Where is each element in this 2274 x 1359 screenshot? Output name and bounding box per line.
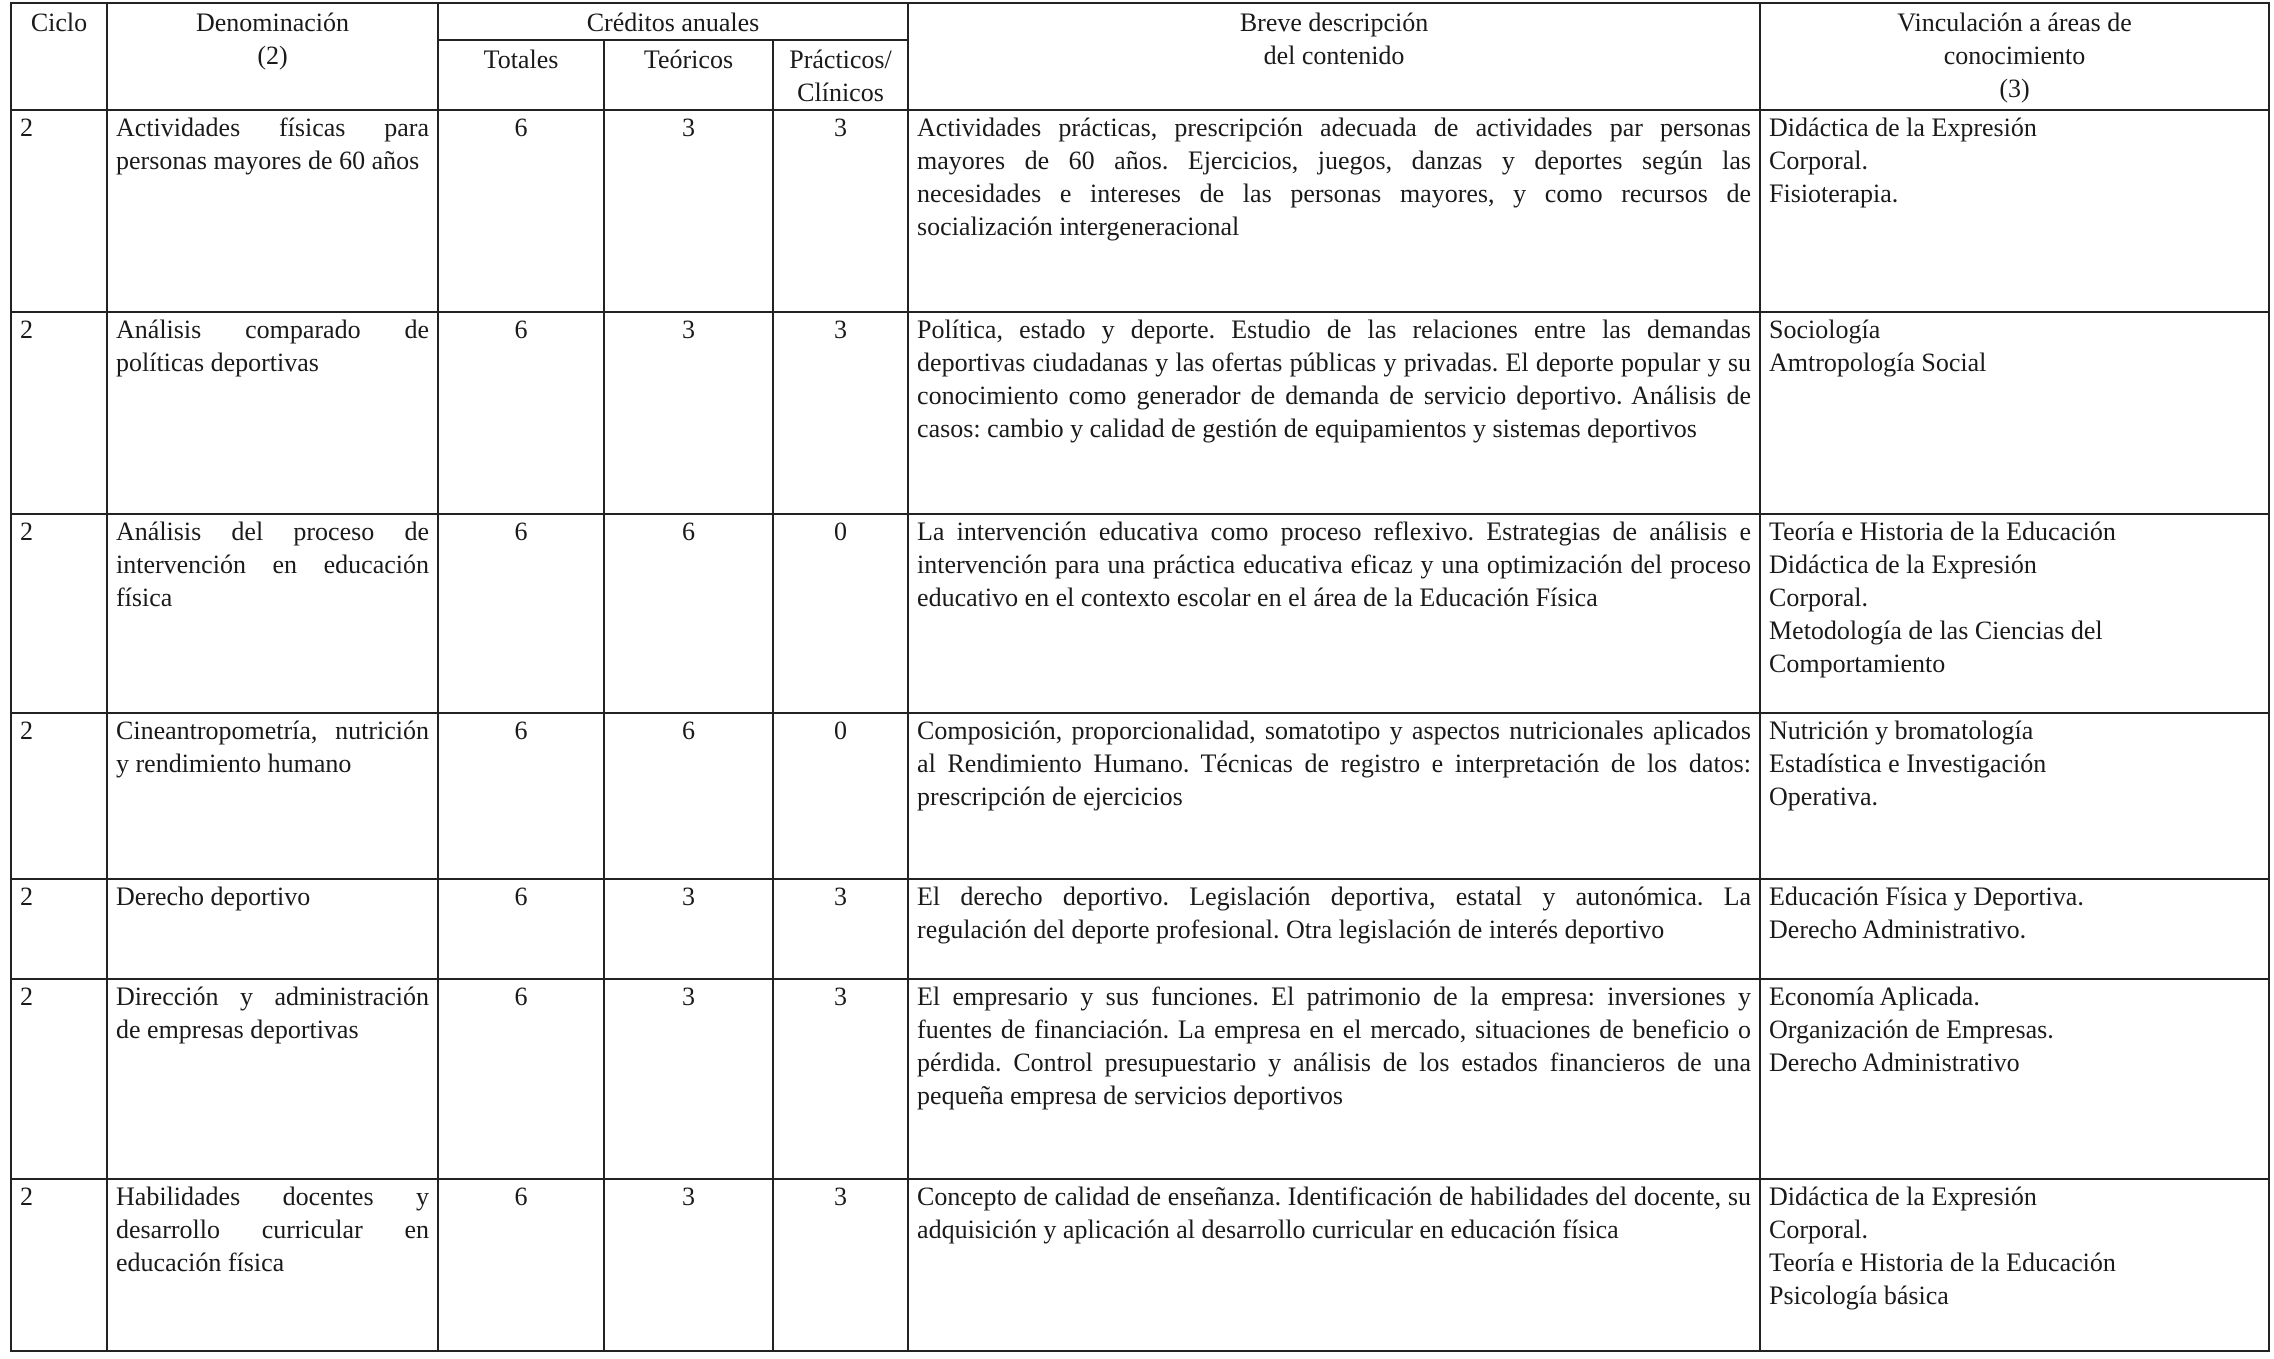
cell-denominacion: Actividades físicas para personas mayores de 60 años [107,110,438,312]
cell-totales: 6 [438,979,604,1179]
cell-practicos: 0 [773,713,908,879]
cell-teoricos: 3 [604,979,773,1179]
cell-teoricos: 6 [604,713,773,879]
cell-vinculacion: Sociología Amtropología Social [1760,312,2269,514]
table-row [11,312,2269,514]
cell-descripcion: El derecho deportivo. Legislación deportiva, estatal y autonómica. La regulación del deporte profesional. Otra legislación de interés deportivo [908,879,1760,979]
cell-totales: 6 [438,1179,604,1351]
cell-denominacion: Derecho deportivo [107,879,438,979]
table-row [11,979,2269,1179]
cell-ciclo: 2 [11,979,107,1179]
cell-ciclo: 2 [11,1179,107,1351]
cell-denominacion: Análisis comparado de políticas deportivas [107,312,438,514]
cell-totales: 6 [438,514,604,713]
cell-practicos: 0 [773,514,908,713]
cell-practicos: 3 [773,979,908,1179]
cell-denominacion: Dirección y administración de empresas deportivas [107,979,438,1179]
table-row [11,514,2269,713]
header-totales: Totales [438,40,604,110]
cell-teoricos: 3 [604,110,773,312]
cell-descripcion: Composición, proporcionalidad, somatotipo y aspectos nutricionales aplicados al Rendimiento Humano. Técnicas de registro e interpretación de los datos: prescripción de ejercicios [908,713,1760,879]
header-vinculacion: Vinculación a áreas de conocimiento (3) [1760,3,2269,110]
cell-descripcion: Política, estado y deporte. Estudio de las relaciones entre las demandas deportivas ciudadanas y las ofertas públicas y privadas. El deporte popular y su conocimiento como generador de demanda de servicio deportivo. Análisis de casos: cambio y calidad de gestión de equipamientos y sistemas deportivos [908,312,1760,514]
cell-ciclo: 2 [11,879,107,979]
cell-ciclo: 2 [11,110,107,312]
cell-vinculacion: Educación Física y Deportiva. Derecho Administrativo. [1760,879,2269,979]
cell-denominacion: Habilidades docentes y desarrollo curricular en educación física [107,1179,438,1351]
cell-totales: 6 [438,312,604,514]
header-ciclo: Ciclo [11,3,107,110]
table-header-row [11,3,2269,40]
cell-descripcion: La intervención educativa como proceso reflexivo. Estrategias de análisis e intervención para una práctica educativa eficaz y una optimización del proceso educativo en el contexto escolar en el área de la Educación Física [908,514,1760,713]
cell-teoricos: 3 [604,312,773,514]
cell-totales: 6 [438,879,604,979]
subjects-table [10,2,2270,1352]
table-row [11,713,2269,879]
cell-teoricos: 3 [604,1179,773,1351]
cell-teoricos: 6 [604,514,773,713]
cell-practicos: 3 [773,879,908,979]
table-row [11,110,2269,312]
cell-totales: 6 [438,713,604,879]
cell-vinculacion: Nutrición y bromatología Estadística e Investigación Operativa. [1760,713,2269,879]
cell-teoricos: 3 [604,879,773,979]
cell-practicos: 3 [773,312,908,514]
cell-vinculacion: Teoría e Historia de la Educación Didáctica de la Expresión Corporal. Metodología de las Ciencias del Comportamiento [1760,514,2269,713]
header-practicos: Prácticos/ Clínicos [773,40,908,110]
header-teoricos: Teóricos [604,40,773,110]
table-row [11,1179,2269,1351]
cell-descripcion: El empresario y sus funciones. El patrimonio de la empresa: inversiones y fuentes de financiación. La empresa en el mercado, situaciones de beneficio o pérdida. Control presupuestario y análisis de los estados financieros de una pequeña empresa de servicios deportivos [908,979,1760,1179]
cell-denominacion: Cineantropometría, nutrición y rendimiento humano [107,713,438,879]
cell-descripcion: Concepto de calidad de enseñanza. Identificación de habilidades del docente, su adquisición y aplicación al desarrollo curricular en educación física [908,1179,1760,1351]
cell-ciclo: 2 [11,514,107,713]
cell-vinculacion: Economía Aplicada. Organización de Empresas. Derecho Administrativo [1760,979,2269,1179]
cell-totales: 6 [438,110,604,312]
cell-practicos: 3 [773,110,908,312]
table-row [11,879,2269,979]
cell-vinculacion: Didáctica de la Expresión Corporal. Fisioterapia. [1760,110,2269,312]
cell-vinculacion: Didáctica de la Expresión Corporal. Teoría e Historia de la Educación Psicología básica [1760,1179,2269,1351]
cell-denominacion: Análisis del proceso de intervención en educación física [107,514,438,713]
header-creditos-anuales: Créditos anuales [438,3,908,40]
cell-ciclo: 2 [11,312,107,514]
header-denominacion: Denominación (2) [107,3,438,110]
cell-practicos: 3 [773,1179,908,1351]
cell-descripcion: Actividades prácticas, prescripción adecuada de actividades par personas mayores de 60 años. Ejercicios, juegos, danzas y deportes según las necesidades e intereses de las personas mayores, y como recursos de socialización intergeneracional [908,110,1760,312]
cell-ciclo: 2 [11,713,107,879]
header-descripcion: Breve descripción del contenido [908,3,1760,110]
